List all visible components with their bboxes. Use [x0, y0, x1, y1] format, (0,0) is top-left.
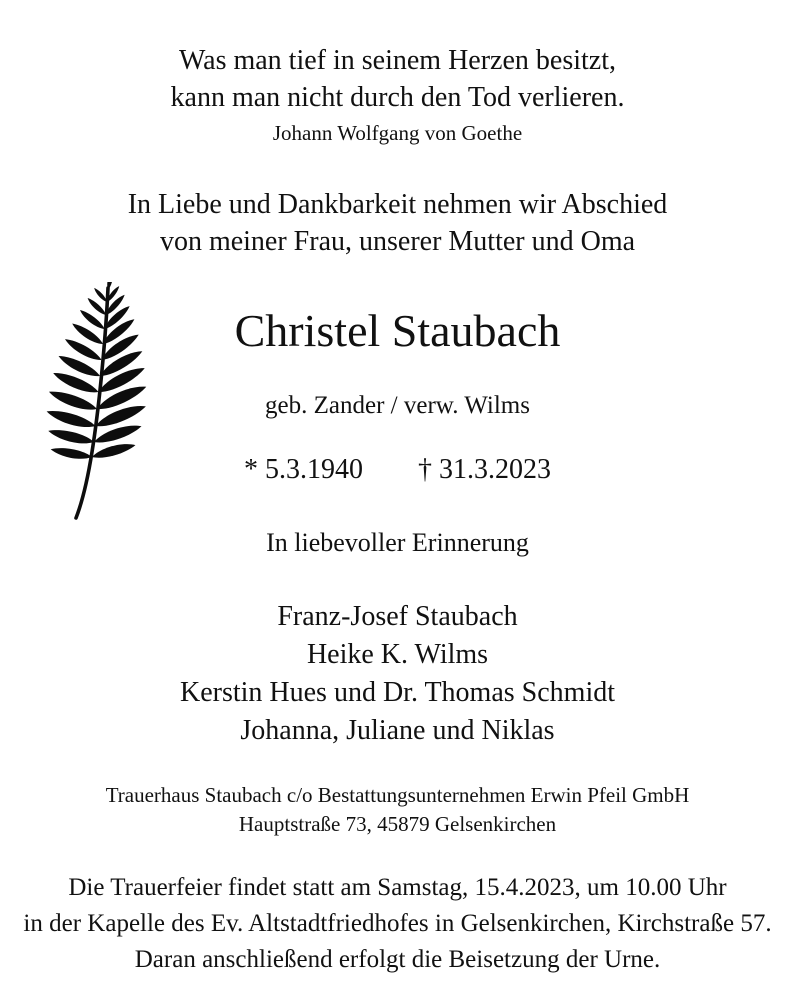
mourner-name: Franz-Josef Staubach	[277, 601, 518, 632]
memorial-quote	[0, 42, 795, 116]
funeral-home-info	[0, 781, 795, 839]
mourner-name: Kerstin Hues und Dr. Thomas Schmidt	[179, 677, 615, 708]
quote-line-2: kann man nicht durch den Tod verlieren.	[170, 82, 625, 113]
mourner-name: Johanna, Juliane und Niklas	[240, 715, 555, 746]
service-announcement	[0, 870, 795, 978]
funeral-home-name: Trauerhaus Staubach c/o Bestattungsunternehmen Erwin Pfeil GmbH	[105, 783, 690, 807]
remembrance-line: In liebevoller Erinnerung	[266, 528, 529, 557]
intro-line-1: In Liebe und Dankbarkeit nehmen wir Abschied	[127, 189, 668, 220]
mourner-name: Heike K. Wilms	[306, 639, 489, 670]
quote-line-1: Was man tief in seinem Herzen besitzt,	[178, 45, 617, 76]
life-dates	[0, 453, 795, 487]
mourners-list	[0, 598, 795, 750]
service-line-2: in der Kapelle des Ev. Altstadtfriedhofes in Gelsenkirchen, Kirchstraße 57.	[23, 910, 772, 937]
quote-attribution: Johann Wolfgang von Goethe	[272, 121, 523, 145]
service-line-1: Die Trauerfeier findet statt am Samstag, 15.4.2023, um 10.00 Uhr	[68, 874, 727, 901]
deceased-name-suffix: geb. Zander / verw. Wilms	[265, 392, 530, 419]
death-date: † 31.3.2023	[418, 454, 551, 485]
intro-line-2: von meiner Frau, unserer Mutter und Oma	[159, 226, 636, 257]
deceased-name: Christel Staubach	[234, 305, 561, 356]
intro-text	[0, 186, 795, 260]
service-line-3: Daran anschließend erfolgt die Beisetzung der Urne.	[134, 946, 661, 973]
birth-date: * 5.3.1940	[244, 454, 363, 485]
funeral-home-address: Hauptstraße 73, 45879 Gelsenkirchen	[238, 812, 557, 836]
